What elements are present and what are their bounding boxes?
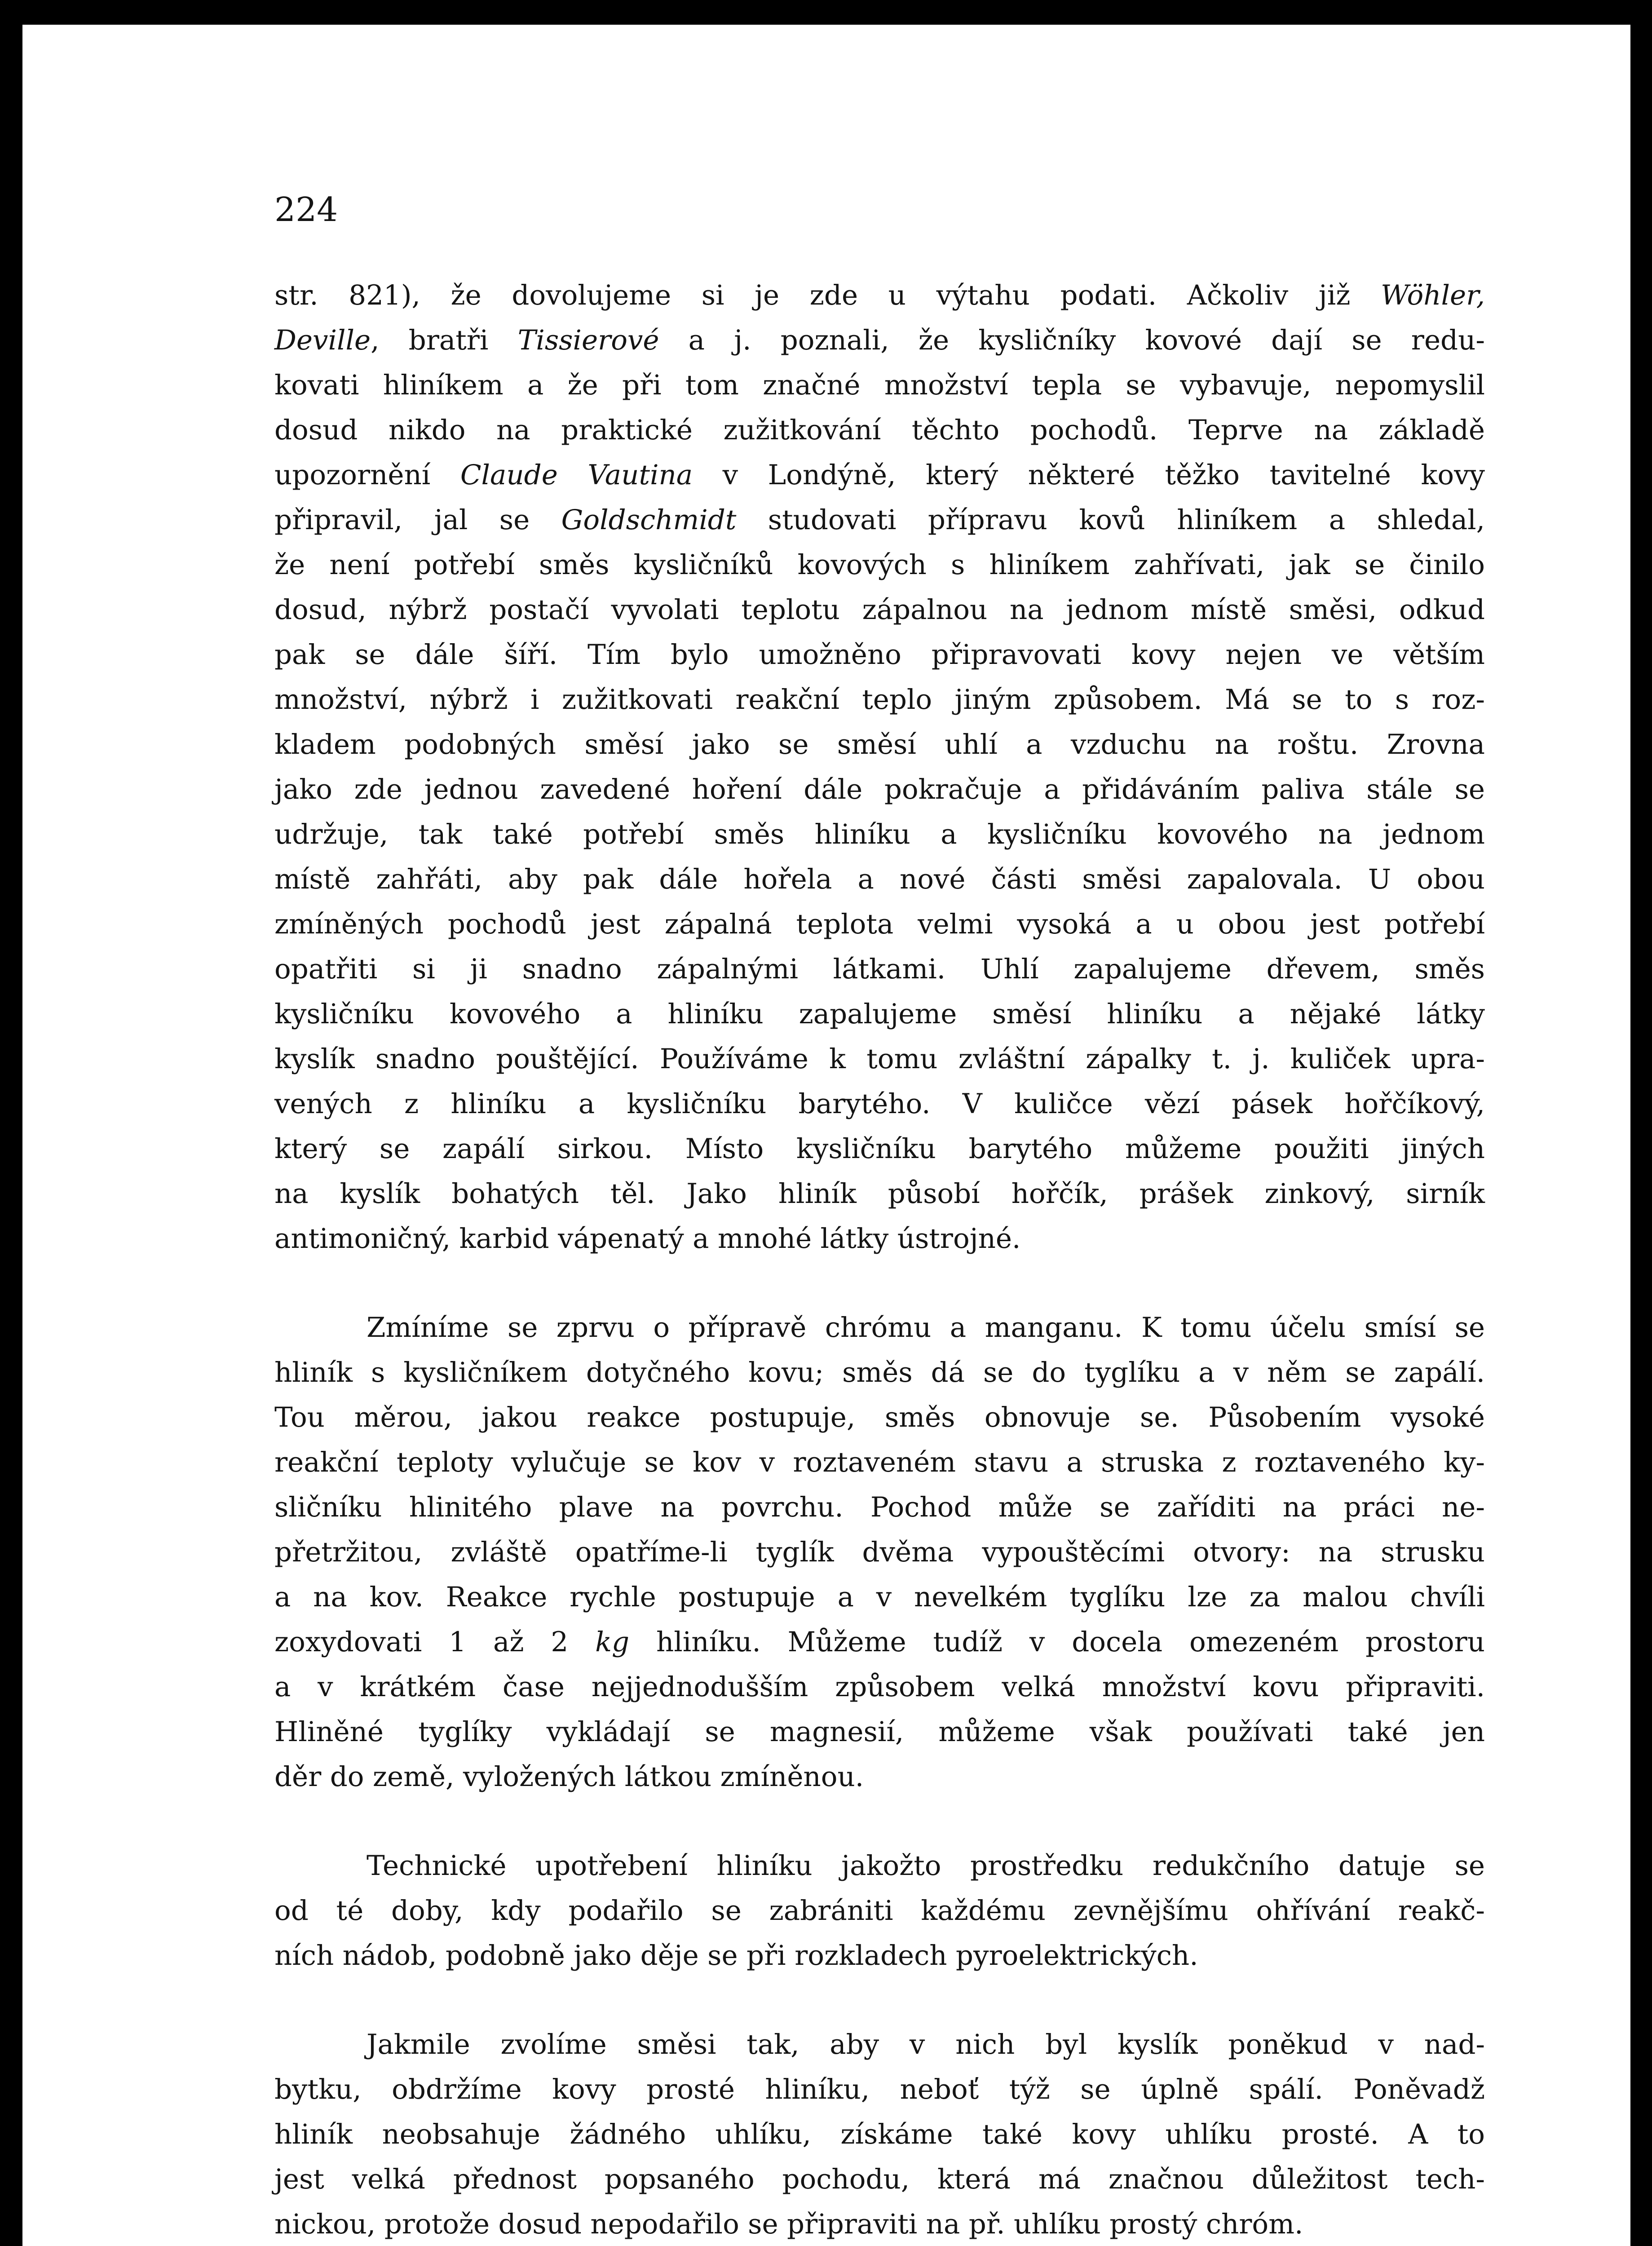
text-line	[274, 588, 1485, 632]
text-line	[274, 363, 1485, 408]
line-text: sličníku hlinitého plave na povrchu. Pochod může se zaříditi na práci ne-	[274, 1491, 1485, 1523]
text-line	[274, 453, 1485, 498]
text-line	[274, 408, 1485, 453]
line-text: hliník s kysličníkem dotyčného kovu; směs dá se do tyglíku a v něm se zapálí.	[274, 1357, 1485, 1388]
text-line	[274, 1082, 1485, 1127]
text-line	[274, 992, 1485, 1037]
line-text: Zmíníme se zprvu o přípravě chrómu a manganu. K tomu účelu smísí se	[367, 1312, 1485, 1344]
text-line	[274, 902, 1485, 947]
text-line	[274, 543, 1485, 588]
text-line	[274, 498, 1485, 543]
text-line	[274, 2202, 1485, 2246]
text-line	[274, 1620, 1485, 1665]
line-text: místě zahřáti, aby pak dále hořela a nové části směsi zapalovala. U obou	[274, 863, 1485, 895]
text-line	[274, 632, 1485, 677]
text-line	[274, 1305, 1485, 1350]
line-text: kysličníku kovového a hliníku zapalujeme směsí hliníku a nějaké látky	[274, 998, 1485, 1030]
line-text: připravil, jal se	[274, 504, 561, 536]
paragraph	[274, 273, 1485, 1261]
line-text: kovati hliníkem a že při tom značné množství tepla se vybavuje, nepomyslil	[274, 369, 1485, 401]
body-text	[274, 273, 1485, 2246]
line-text: přetržitou, zvláště opatříme-li tyglík dvěma vypouštěcími otvory: na strusku	[274, 1536, 1485, 1568]
line-text: a na kov. Reakce rychle postupuje a v nevelkém tyglíku lze za malou chvíli	[274, 1581, 1485, 1613]
line-text: Technické upotřebení hliníku jakožto prostředku redukčního datuje se	[367, 1850, 1485, 1882]
line-text: opatřiti si ji snadno zápalnými látkami. Uhlí zapalujeme dřevem, směs	[274, 953, 1485, 985]
text-line	[274, 2157, 1485, 2202]
text-line	[274, 1037, 1485, 1082]
line-text: antimoničný, karbid vápenatý a mnohé látky ústrojné.	[274, 1223, 1021, 1255]
italic-name: Goldschmidt	[561, 504, 737, 536]
line-text: že není potřebí směs kysličníků kovových s hliníkem zahřívati, jak se činilo	[274, 549, 1485, 581]
line-text: , bratři	[371, 324, 518, 356]
line-text: zmíněných pochodů jest zápalná teplota velmi vysoká a u obou jest potřebí	[274, 908, 1485, 940]
text-line	[274, 1172, 1485, 1216]
text-line	[274, 677, 1485, 722]
line-text: kladem podobných směsí jako se směsí uhlí a vzduchu na roštu. Zrovna	[274, 729, 1485, 760]
text-line	[274, 1395, 1485, 1440]
line-text: množství, nýbrž i zužitkovati reakční teplo jiným způsobem. Má se to s roz-	[274, 684, 1485, 716]
line-text: vených z hliníku a kysličníku barytého. V kuličce vězí pásek hořčíkový,	[274, 1088, 1485, 1120]
paragraph	[274, 1844, 1485, 1978]
line-text: který se zapálí sirkou. Místo kysličníku barytého můžeme použiti jiných	[274, 1133, 1485, 1165]
line-text: v Londýně, který některé těžko tavitelné kovy	[693, 459, 1485, 491]
text-line	[274, 812, 1485, 857]
italic-name: Claude Vautina	[460, 459, 693, 491]
line-text: Hliněné tyglíky vykládají se magnesií, můžeme však používati také jen	[274, 1716, 1485, 1748]
line-text: dosud, nýbrž postačí vyvolati teplotu zápalnou na jednom místě směsi, odkud	[274, 594, 1485, 626]
italic-name: kg	[595, 1626, 630, 1658]
text-line	[274, 1710, 1485, 1755]
text-line	[274, 2067, 1485, 2112]
text-line	[274, 1933, 1485, 1978]
text-line	[274, 722, 1485, 767]
text-line	[274, 767, 1485, 812]
line-text: Tou měrou, jakou reakce postupuje, směs obnovuje se. Působením vysoké	[274, 1402, 1485, 1433]
text-line	[274, 1755, 1485, 1799]
text-line	[274, 318, 1485, 363]
line-text: pak se dále šíří. Tím bylo umožněno připravovati kovy nejen ve větším	[274, 639, 1485, 671]
text-line	[274, 1530, 1485, 1575]
line-text: bytku, obdržíme kovy prosté hliníku, neboť týž se úplně spálí. Poněvadž	[274, 2074, 1485, 2105]
line-text: zoxydovati 1 až 2	[274, 1626, 596, 1658]
line-text: na kyslík bohatých těl. Jako hliník působí hořčík, prášek zinkový, sirník	[274, 1178, 1485, 1210]
paragraph	[274, 1305, 1485, 1799]
line-text: udržuje, tak také potřebí směs hliníku a kysličníku kovového na jednom	[274, 818, 1485, 850]
text-line	[274, 1485, 1485, 1530]
line-text: jest velká přednost popsaného pochodu, která má značnou důležitost tech-	[274, 2163, 1485, 2195]
line-text: upozornění	[274, 459, 460, 491]
text-line	[274, 2112, 1485, 2157]
italic-name: Tissierové	[517, 324, 659, 356]
line-text: jako zde jednou zavedené hoření dále pokračuje a přidáváním paliva stále se	[274, 774, 1485, 805]
text-line	[274, 1127, 1485, 1172]
text-line	[274, 1350, 1485, 1395]
line-text: reakční teploty vylučuje se kov v roztaveném stavu a struska z roztaveného ky-	[274, 1446, 1485, 1478]
line-text: nickou, protože dosud nepodařilo se připraviti na př. uhlíku prostý chróm.	[274, 2208, 1303, 2240]
text-line	[274, 1888, 1485, 1933]
italic-name: Wöhler,	[1380, 279, 1485, 311]
line-text: str. 821), že dovolujeme si je zde u výtahu podati. Ačkoliv již	[274, 279, 1381, 311]
text-line	[274, 1440, 1485, 1485]
page-number: 224	[274, 190, 338, 229]
text-line	[274, 857, 1485, 902]
line-text: hliníku. Můžeme tudíž v docela omezeném prostoru	[629, 1626, 1485, 1658]
paragraph	[274, 2022, 1485, 2246]
text-line	[274, 1665, 1485, 1710]
line-text: Jakmile zvolíme směsi tak, aby v nich byl kyslík poněkud v nad-	[367, 2029, 1485, 2060]
text-line	[274, 2022, 1485, 2067]
line-text: od té doby, kdy podařilo se zabrániti každému zevnějšímu ohřívání reakč-	[274, 1895, 1485, 1927]
line-text: studovati přípravu kovů hliníkem a shledal,	[736, 504, 1485, 536]
line-text: a j. poznali, že kysličníky kovové dají se redu-	[659, 324, 1485, 356]
text-line	[274, 947, 1485, 992]
text-line	[274, 1216, 1485, 1261]
line-text: dosud nikdo na praktické zužitkování těchto pochodů. Teprve na základě	[274, 414, 1485, 446]
line-text: a v krátkém čase nejjednodušším způsobem velká množství kovu připraviti.	[274, 1671, 1485, 1703]
line-text: kyslík snadno pouštějící. Používáme k tomu zvláštní zápalky t. j. kuliček upra-	[274, 1043, 1485, 1075]
book-page	[22, 25, 1630, 2246]
line-text: ních nádob, podobně jako děje se při rozkladech pyroelektrických.	[274, 1940, 1198, 1972]
text-line	[274, 1844, 1485, 1888]
text-line	[274, 273, 1485, 318]
italic-name: Deville	[274, 324, 371, 356]
line-text: hliník neobsahuje žádného uhlíku, získáme také kovy uhlíku prosté. A to	[274, 2118, 1485, 2150]
text-line	[274, 1575, 1485, 1620]
line-text: děr do země, vyložených látkou zmíněnou.	[274, 1761, 864, 1793]
